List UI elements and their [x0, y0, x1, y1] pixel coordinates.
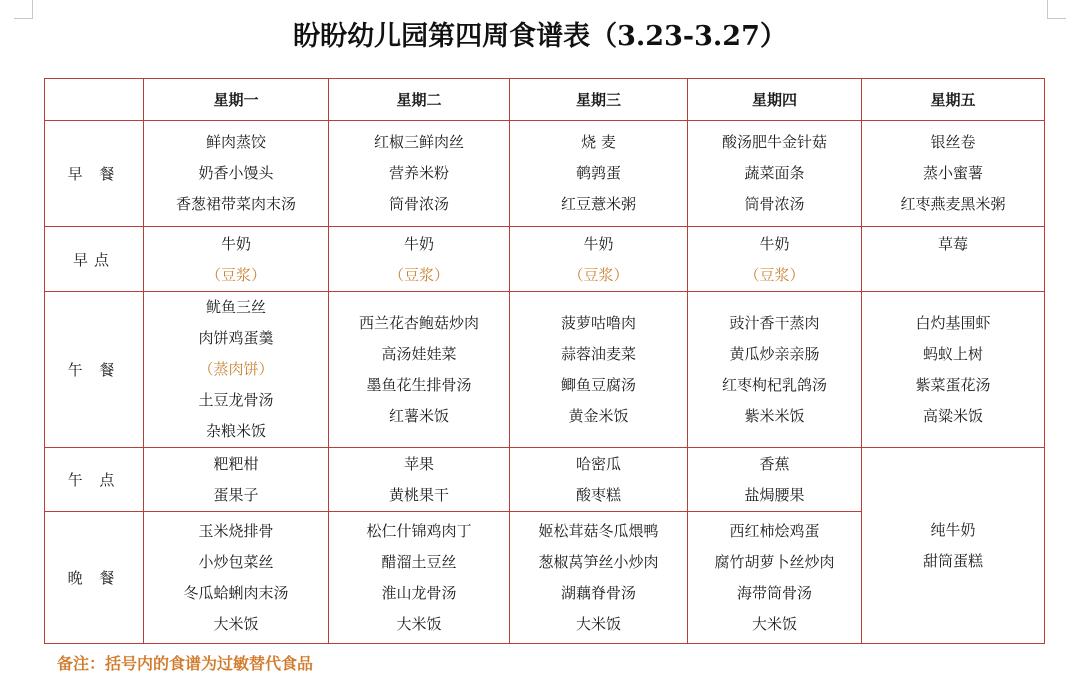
menu-cell-breakfast-fri — [862, 121, 1045, 227]
menu-cell-lunch-mon — [144, 292, 329, 448]
dish-list — [329, 449, 509, 511]
dish-item: 蒸小蜜薯 — [922, 164, 983, 182]
dish-item: 香葱裙带菜肉末汤 — [175, 195, 296, 213]
page-title: 盼盼幼儿园第四周食谱表（3.23-3.27） — [293, 21, 787, 52]
dish-item: 红薯米饭 — [388, 406, 449, 425]
dish-item: 白灼基围虾 — [915, 313, 991, 332]
day-header-thu: 星期四 — [688, 79, 862, 121]
allergy-alternative-dish: （豆浆） — [205, 266, 266, 284]
dish-list — [862, 127, 1044, 220]
dish-item: 烧 麦 — [581, 133, 616, 151]
dish-list — [688, 227, 861, 291]
menu-cell-morning-snack-thu — [688, 227, 862, 292]
day-header-wed: 星期三 — [510, 79, 688, 121]
menu-cell-morning-snack-wed — [510, 227, 688, 292]
dish-item: 牛奶 — [403, 235, 434, 253]
meal-label-breakfast: 早 餐 — [45, 121, 144, 227]
dish-item: 甜筒蛋糕 — [922, 551, 983, 570]
dish-item: 酸枣糕 — [575, 485, 621, 504]
dish-item: 蒜蓉油麦菜 — [560, 344, 636, 363]
dish-item: 西兰花杏鲍菇炒肉 — [358, 313, 479, 332]
dish-item: 大米饭 — [575, 614, 621, 633]
day-header-tue: 星期二 — [329, 79, 510, 121]
dish-item: 土豆龙骨汤 — [198, 391, 274, 409]
dish-item: 筒骨浓汤 — [388, 195, 449, 213]
dish-list — [510, 227, 687, 291]
dish-item: 黄桃果干 — [388, 485, 449, 504]
dish-list — [329, 127, 509, 220]
dish-item: 鲜肉蒸饺 — [205, 133, 266, 151]
menu-cell-morning-snack-tue — [329, 227, 510, 292]
dish-item: 粑粑柑 — [213, 454, 259, 473]
dish-item: 草莓 — [937, 235, 968, 253]
dish-item: 玉米烧排骨 — [198, 521, 274, 540]
row-breakfast — [45, 121, 1045, 227]
allergy-alternative-dish: （豆浆） — [744, 266, 805, 284]
day-header-mon: 星期一 — [144, 79, 329, 121]
dish-list — [688, 127, 861, 220]
dish-item: 大米饭 — [751, 614, 797, 633]
dish-item: 葱椒莴笋丝小炒肉 — [538, 552, 659, 571]
menu-table — [44, 78, 1045, 644]
dish-item: 鹌鹑蛋 — [575, 164, 621, 182]
dish-item: 黄瓜炒亲亲肠 — [729, 344, 820, 363]
row-morning-snack — [45, 227, 1045, 292]
dish-list — [510, 516, 687, 640]
menu-cell-morning-snack-mon — [144, 227, 329, 292]
menu-cell-breakfast-wed — [510, 121, 688, 227]
dish-item: 紫米米饭 — [744, 406, 805, 425]
menu-cell-afternoon-dinner-fri — [862, 448, 1045, 644]
dish-item: 大米饭 — [396, 614, 442, 633]
dish-list — [329, 516, 509, 640]
menu-cell-breakfast-thu — [688, 121, 862, 227]
dish-item: 豉汁香干蒸肉 — [729, 313, 820, 332]
allergy-note: 备注：括号内的食谱为过敏替代食品 — [57, 654, 314, 673]
row-lunch — [45, 292, 1045, 448]
dish-list — [510, 449, 687, 511]
dish-item: 牛奶 — [583, 235, 614, 253]
dish-item: 筒骨浓汤 — [744, 195, 805, 213]
menu-cell-afternoon-snack-tue — [329, 448, 510, 512]
dish-item: 牛奶 — [220, 235, 251, 253]
dish-item: 红枣枸杞乳鸽汤 — [721, 375, 827, 394]
dish-list — [688, 308, 861, 432]
dish-item: 墨鱼花生排骨汤 — [366, 375, 472, 394]
dish-item: 海带筒骨汤 — [736, 583, 812, 602]
menu-cell-afternoon-snack-thu — [688, 448, 862, 512]
dish-list — [144, 292, 328, 447]
menu-cell-dinner-wed — [510, 512, 688, 644]
meal-label-lunch: 午 餐 — [45, 292, 144, 448]
dish-item: 奶香小馒头 — [198, 164, 274, 182]
allergy-alternative-dish: （蒸肉饼） — [198, 360, 274, 378]
meal-label-dinner: 晚 餐 — [45, 512, 144, 644]
dish-list — [862, 227, 1044, 260]
dish-item: 西红柿烩鸡蛋 — [729, 521, 820, 540]
dish-item: 紫菜蛋花汤 — [915, 375, 991, 394]
menu-cell-lunch-wed — [510, 292, 688, 448]
dish-item: 银丝卷 — [930, 133, 976, 151]
row-afternoon-snack — [45, 448, 1045, 512]
dish-item: 淮山龙骨汤 — [381, 583, 457, 602]
dish-list — [862, 515, 1044, 577]
dish-list — [510, 127, 687, 220]
dish-list — [144, 227, 328, 291]
dish-item: 酸汤肥牛金针菇 — [721, 133, 827, 151]
menu-cell-breakfast-mon — [144, 121, 329, 227]
dish-item: 黄金米饭 — [568, 406, 629, 425]
day-header-fri: 星期五 — [862, 79, 1045, 121]
dish-list — [510, 308, 687, 432]
dish-item: 纯牛奶 — [930, 520, 976, 539]
menu-cell-lunch-thu — [688, 292, 862, 448]
dish-item: 牛奶 — [759, 235, 790, 253]
menu-cell-dinner-thu — [688, 512, 862, 644]
dish-item: 蔬菜面条 — [744, 164, 805, 182]
dish-list — [329, 308, 509, 432]
dish-item: 高汤娃娃菜 — [381, 344, 457, 363]
dish-item: 鱿鱼三丝 — [205, 298, 266, 316]
dish-item: 湖藕脊骨汤 — [560, 583, 636, 602]
dish-list — [688, 449, 861, 511]
dish-item: 腐竹胡萝卜丝炒肉 — [714, 552, 835, 571]
dish-item: 盐焗腰果 — [744, 485, 805, 504]
dish-item: 杂粮米饭 — [205, 422, 266, 440]
menu-cell-lunch-tue — [329, 292, 510, 448]
meal-label-morning-snack: 早点 — [45, 227, 144, 292]
allergy-alternative-dish: （豆浆） — [568, 266, 629, 284]
dish-item: 醋溜土豆丝 — [381, 552, 457, 571]
dish-list — [862, 308, 1044, 432]
dish-item: 哈密瓜 — [575, 454, 621, 473]
dish-item: 蛋果子 — [213, 485, 259, 504]
dish-item: 香蕉 — [759, 454, 790, 473]
menu-cell-afternoon-snack-wed — [510, 448, 688, 512]
dish-item: 小炒包菜丝 — [198, 552, 274, 571]
dish-item: 高粱米饭 — [922, 406, 983, 425]
dish-list — [329, 227, 509, 291]
dish-item: 苹果 — [403, 454, 434, 473]
allergy-alternative-dish: （豆浆） — [388, 266, 449, 284]
dish-item: 红枣燕麦黑米粥 — [900, 195, 1006, 213]
corner-cell — [45, 79, 144, 121]
dish-list — [144, 449, 328, 511]
dish-item: 蚂蚁上树 — [922, 344, 983, 363]
menu-cell-breakfast-tue — [329, 121, 510, 227]
dish-item: 营养米粉 — [388, 164, 449, 182]
dish-item: 大米饭 — [213, 614, 259, 633]
menu-cell-morning-snack-fri — [862, 227, 1045, 292]
dish-item: 冬瓜蛤蜊肉末汤 — [183, 583, 289, 602]
meal-label-afternoon-snack: 午 点 — [45, 448, 144, 512]
dish-item: 鲫鱼豆腐汤 — [560, 375, 636, 394]
menu-cell-lunch-fri — [862, 292, 1045, 448]
dish-item: 菠萝咕噜肉 — [560, 313, 636, 332]
dish-item: 红豆薏米粥 — [560, 195, 636, 213]
dish-list — [688, 516, 861, 640]
menu-cell-dinner-tue — [329, 512, 510, 644]
dish-list — [144, 127, 328, 220]
menu-cell-afternoon-snack-mon — [144, 448, 329, 512]
menu-cell-dinner-mon — [144, 512, 329, 644]
header-row — [45, 79, 1045, 121]
dish-list — [144, 516, 328, 640]
dish-item: 红椒三鲜肉丝 — [373, 133, 464, 151]
dish-item: 姬松茸菇冬瓜煨鸭 — [538, 521, 659, 540]
dish-item: 肉饼鸡蛋羹 — [198, 329, 274, 347]
dish-item: 松仁什锦鸡肉丁 — [366, 521, 472, 540]
